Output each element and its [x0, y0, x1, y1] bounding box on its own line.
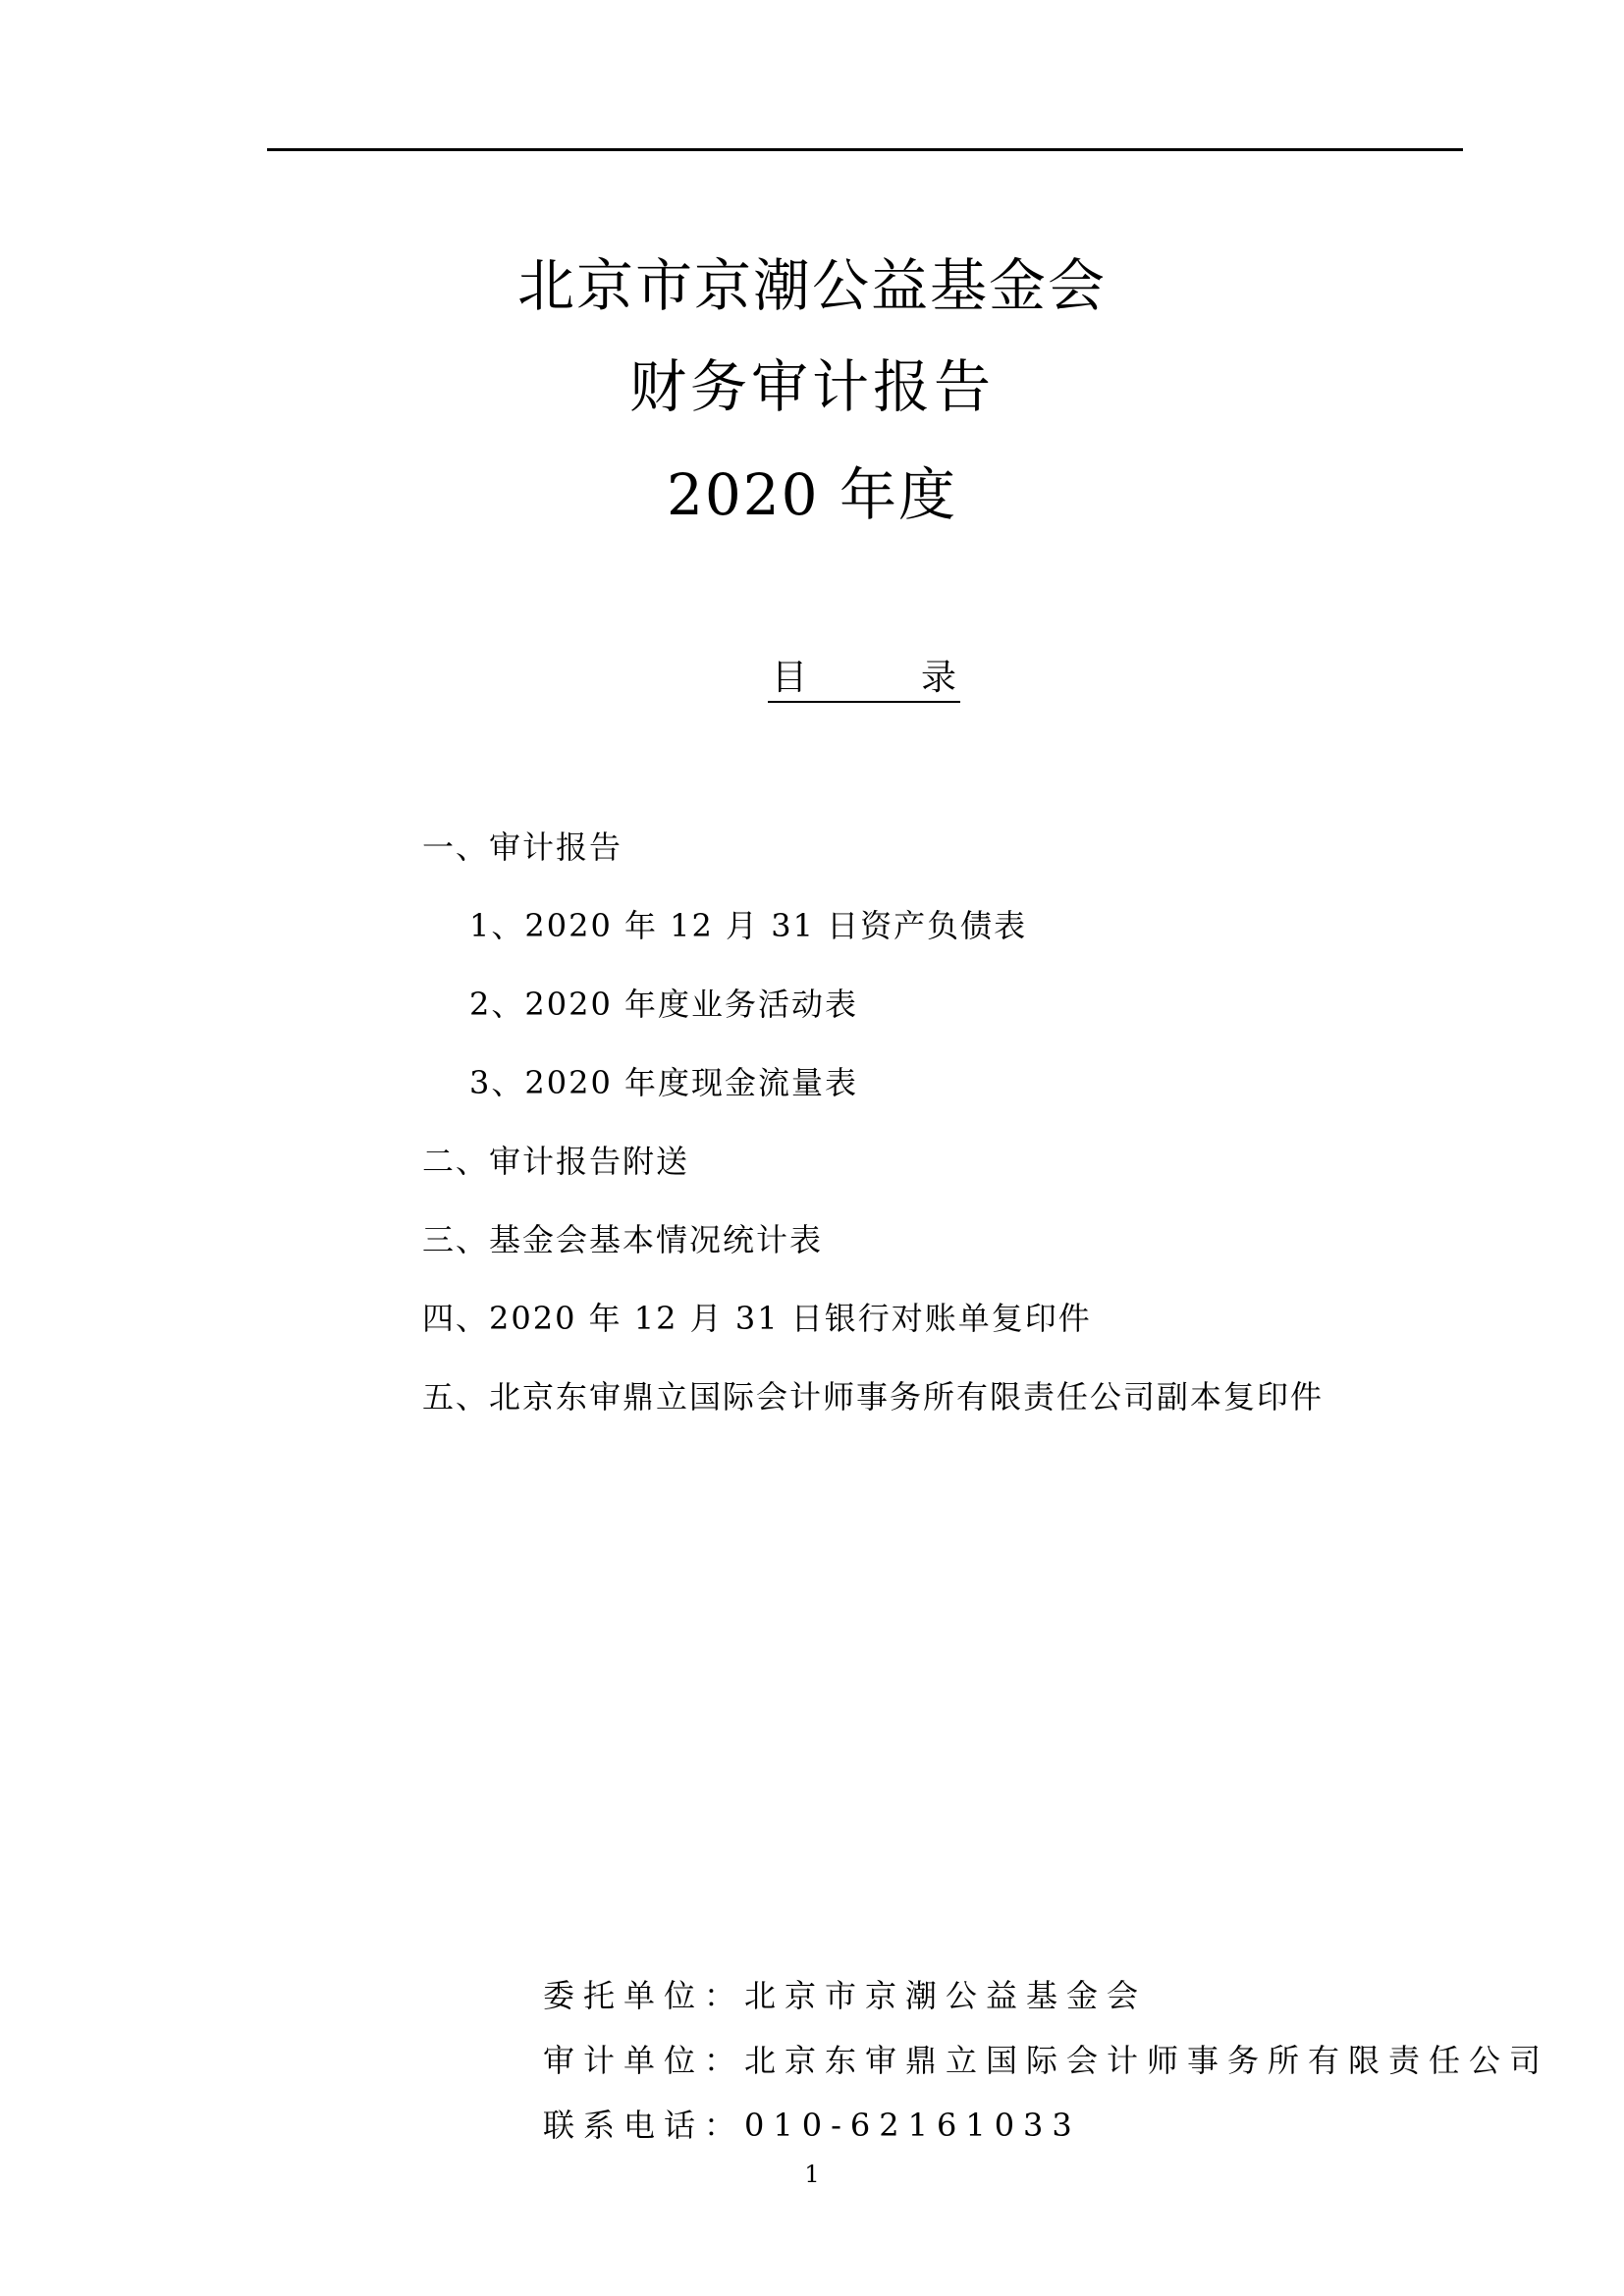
footer-client: 委托单位：北京市京潮公益基金会 [543, 1977, 1148, 2014]
toc-item-balance-sheet: 1、2020 年 12 月 31 日资产负债表 [469, 907, 1028, 944]
toc-heading [768, 656, 960, 703]
toc-item-audit-report: 一、审计报告 [422, 828, 623, 866]
document-title-org: 北京市京潮公益基金会 [516, 252, 1107, 319]
toc-heading-char-1: 目 [772, 658, 808, 698]
toc-item-firm-license-copy: 五、北京东审鼎立国际会计师事务所有限责任公司副本复印件 [422, 1378, 1325, 1415]
toc-item-activity-statement: 2、2020 年度业务活动表 [469, 986, 858, 1023]
footer-auditor: 审计单位：北京东审鼎立国际会计师事务所有限责任公司 [543, 2042, 1550, 2079]
header-rule [267, 148, 1463, 151]
toc-item-cash-flow-statement: 3、2020 年度现金流量表 [469, 1064, 858, 1101]
footer-phone: 联系电话：010-62161033 [543, 2107, 1081, 2144]
toc-item-report-attachments: 二、审计报告附送 [422, 1143, 690, 1180]
page-number: 1 [804, 2161, 820, 2188]
toc-item-foundation-statistics: 三、基金会基本情况统计表 [422, 1221, 824, 1258]
toc-heading-char-2: 录 [920, 658, 956, 698]
toc-item-bank-statement: 四、2020 年 12 月 31 日银行对账单复印件 [422, 1300, 1092, 1337]
document-title-report: 财务审计报告 [628, 353, 995, 420]
document-title-year: 2020 年度 [666, 461, 958, 528]
